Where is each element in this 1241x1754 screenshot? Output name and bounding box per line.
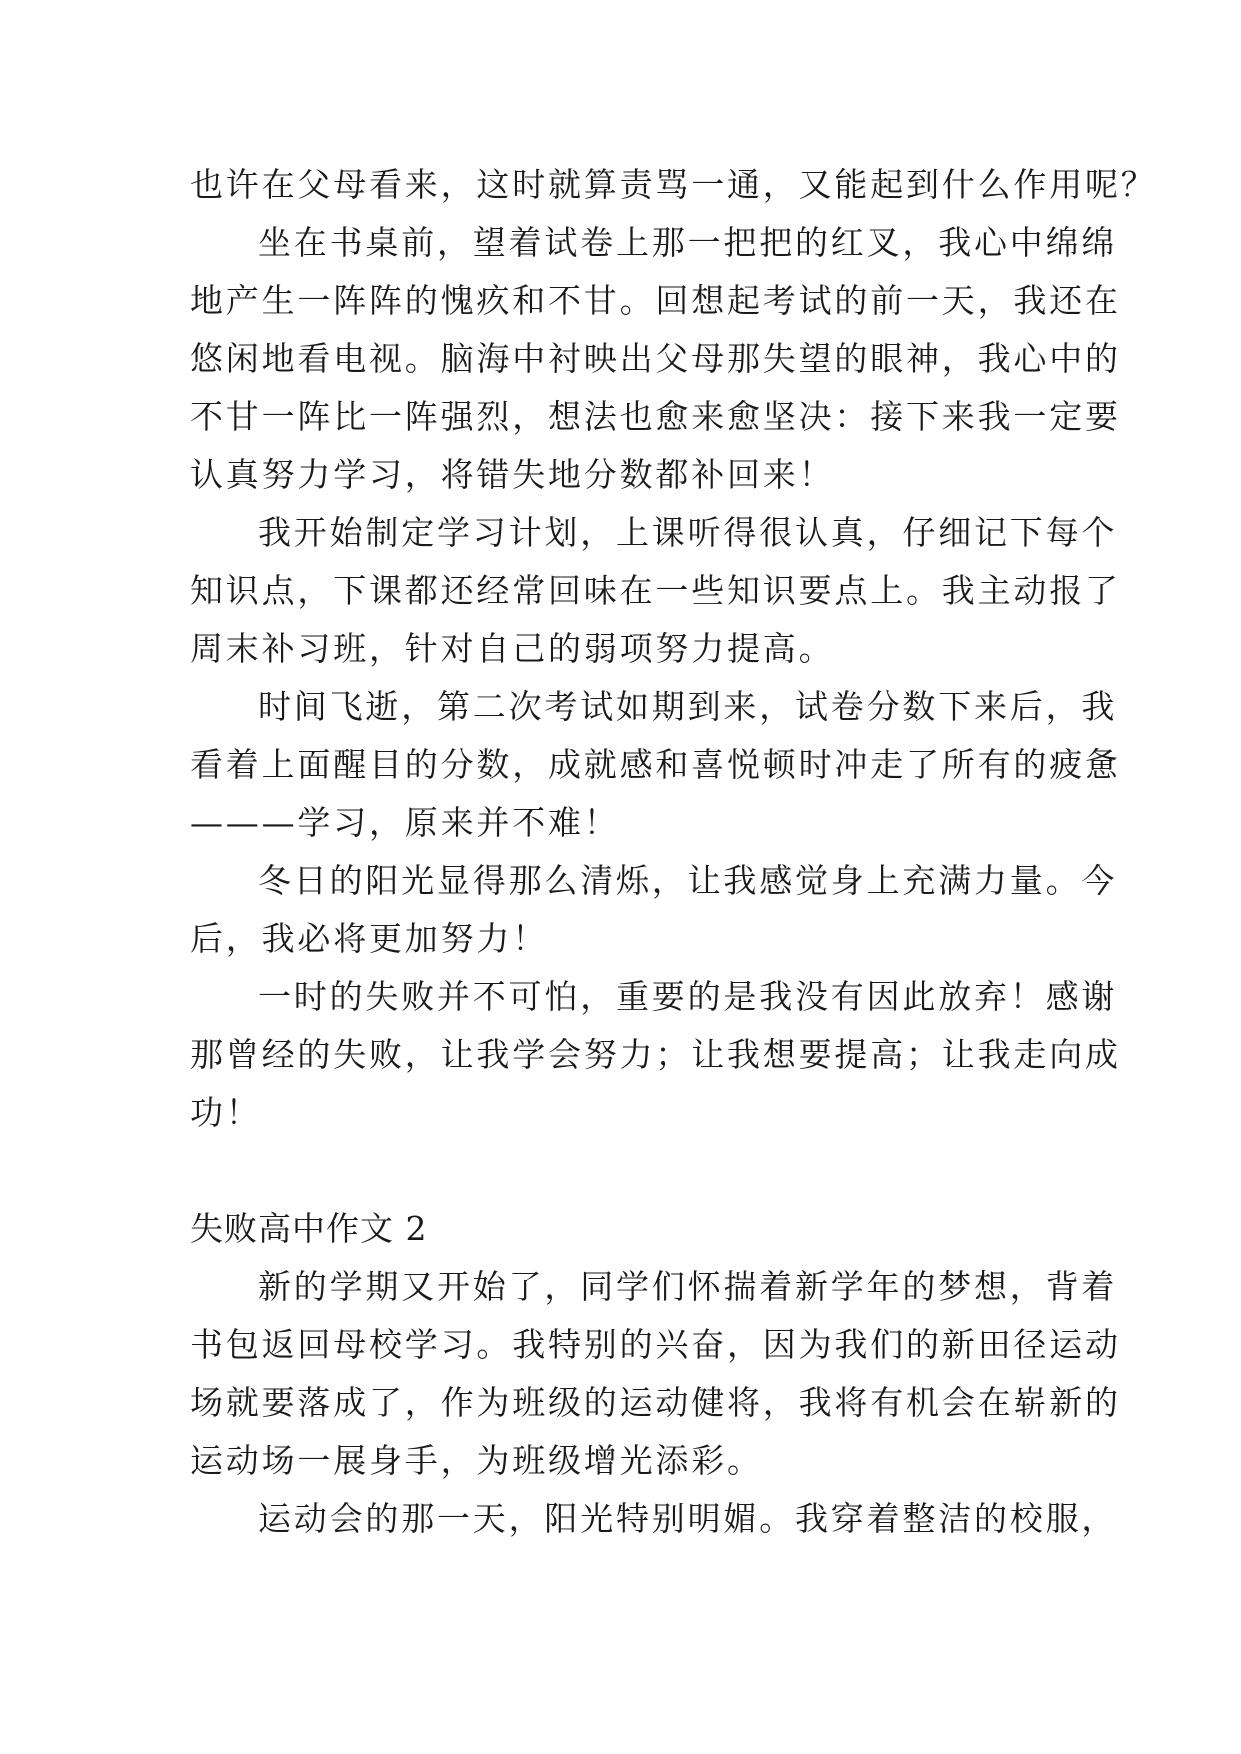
paragraph-line: 新的学期又开始了，同学们怀揣着新学年的梦想，背着 [258, 1267, 1118, 1306]
paragraph-line: 不甘一阵比一阵强烈，想法也愈来愈坚决：接下来我一定要 [190, 397, 1121, 436]
paragraph-line: 也许在父母看来，这时就算责骂一通，又能起到什么作用呢？ [190, 165, 1157, 204]
paragraph-line: 地产生一阵阵的愧疚和不甘。回想起考试的前一天，我还在 [190, 281, 1121, 320]
paragraph-line: 功！ [190, 1093, 262, 1132]
paragraph-line: 周末补习班，针对自己的弱项努力提高。 [190, 629, 835, 668]
paragraph-line: 认真努力学习，将错失地分数都补回来！ [190, 455, 835, 494]
paragraph-line: 悠闲地看电视。脑海中衬映出父母那失望的眼神，我心中的 [190, 339, 1121, 378]
paragraph-line: ———学习，原来并不难！ [190, 803, 620, 842]
paragraph-line: 坐在书桌前，望着试卷上那一把把的红叉，我心中绵绵 [258, 223, 1118, 262]
paragraph-line: 冬日的阳光显得那么清烁，让我感觉身上充满力量。今 [258, 861, 1118, 900]
paragraph-line: 看着上面醒目的分数，成就感和喜悦顿时冲走了所有的疲惫 [190, 745, 1121, 784]
paragraph-line: 书包返回母校学习。我特别的兴奋，因为我们的新田径运动 [190, 1325, 1121, 1364]
paragraph-line: 我开始制定学习计划，上课听得很认真，仔细记下每个 [258, 513, 1118, 552]
section-spacer [190, 1142, 1050, 1200]
paragraph-line: 运动场一展身手，为班级增光添彩。 [190, 1441, 763, 1480]
paragraph-line: 后，我必将更加努力！ [190, 919, 548, 958]
paragraph-line: 时间飞逝，第二次考试如期到来，试卷分数下来后，我 [258, 687, 1118, 726]
paragraph-line: 场就要落成了，作为班级的运动健将，我将有机会在崭新的 [190, 1383, 1121, 1422]
paragraph-line: 运动会的那一天，阳光特别明媚。我穿着整洁的校服， [258, 1499, 1118, 1538]
section-heading: 失败高中作文 2 [190, 1209, 428, 1248]
paragraph-line: 一时的失败并不可怕，重要的是我没有因此放弃！感谢 [258, 977, 1118, 1016]
document-body [190, 156, 1157, 1548]
paragraph-line: 知识点，下课都还经常回味在一些知识要点上。我主动报了 [190, 571, 1121, 610]
paragraph-line: 那曾经的失败，让我学会努力；让我想要提高；让我走向成 [190, 1035, 1121, 1074]
